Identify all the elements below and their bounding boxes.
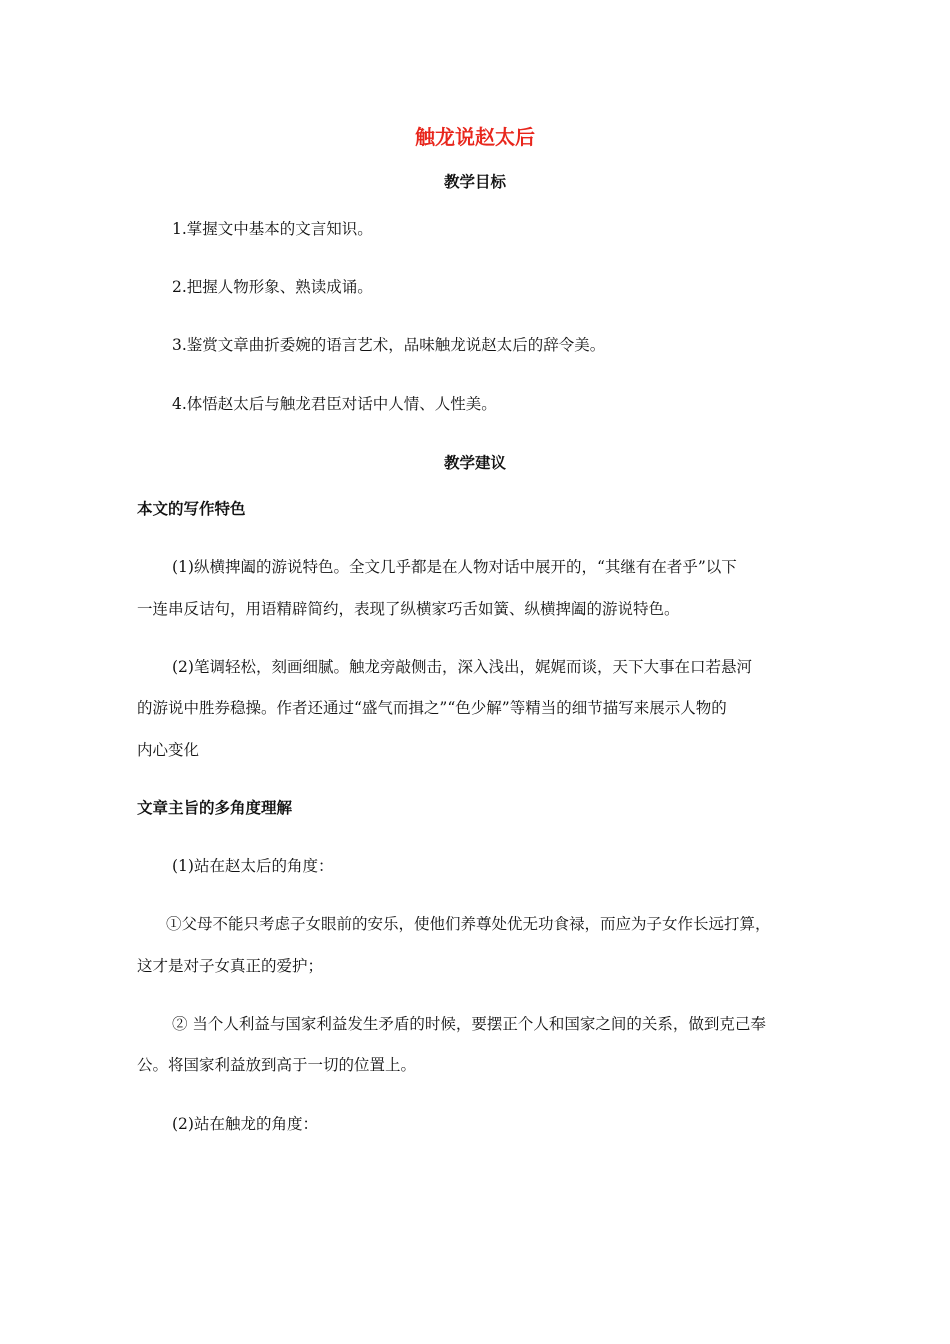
features-heading: 本文的写作特色	[137, 500, 246, 518]
objective-item-1: 1.掌握文中基本的文言知识。	[172, 220, 373, 238]
theme-point1-line2: 这才是对子女真正的爱护；	[137, 957, 324, 975]
theme-sub2: (2)站在触龙的角度：	[172, 1115, 318, 1133]
document-title: 触龙说赵太后	[415, 125, 535, 149]
features-p2-line3: 内心变化	[137, 741, 200, 759]
features-p2-line1: (2)笔调轻松，刻画细腻。触龙旁敲侧击，深入浅出，娓娓而谈，天下大事在口若悬河	[172, 658, 752, 676]
objective-item-3: 3.鉴赏文章曲折委婉的语言艺术，品味触龙说赵太后的辞令美。	[172, 336, 606, 354]
objective-item-4: 4.体悟赵太后与触龙君臣对话中人情、人性美。	[172, 395, 497, 413]
features-p2-line2: 的游说中胜券稳操。作者还通过“盛气而揖之”“色少解”等精当的细节描写来展示人物的	[137, 699, 727, 717]
features-p1-line2: 一连串反诘句，用语精辟简约，表现了纵横家巧舌如簧、纵横捭阖的游说特色。	[137, 600, 680, 618]
theme-point2-line1: ② 当个人利益与国家利益发生矛盾的时候，要摆正个人和国家之间的关系，做到克己奉	[172, 1015, 766, 1033]
objective-item-2: 2.把握人物形象、熟读成诵。	[172, 278, 373, 296]
theme-point2-line2: 公。将国家利益放到高于一切的位置上。	[137, 1056, 417, 1074]
theme-heading: 文章主旨的多角度理解	[137, 799, 293, 817]
suggestions-heading: 教学建议	[443, 454, 506, 472]
features-p1-line1: (1)纵横捭阖的游说特色。全文几乎都是在人物对话中展开的，“其继有在者乎”以下	[172, 558, 737, 576]
theme-point1-line1: ①父母不能只考虑子女眼前的安乐，使他们养尊处优无功食禄，而应为子女作长远打算，	[166, 915, 771, 933]
objectives-heading: 教学目标	[443, 173, 506, 191]
theme-sub1: (1)站在赵太后的角度：	[172, 857, 334, 875]
